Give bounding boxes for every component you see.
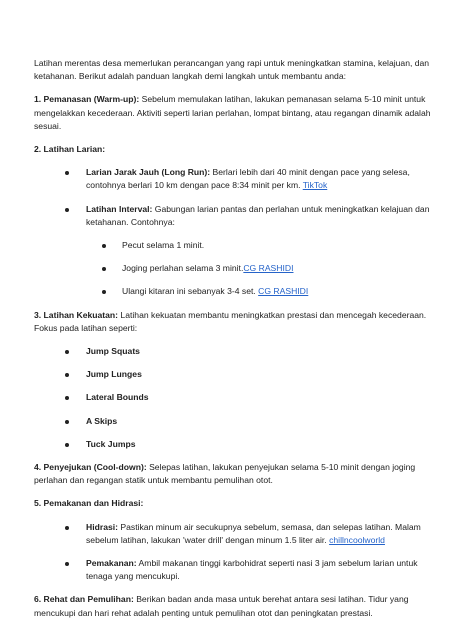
list-item: Jump Lunges: [34, 368, 434, 381]
section-latihan-larian-title: 2. Latihan Larian:: [34, 144, 106, 155]
section-strength: [34, 309, 434, 335]
section-text: Latihan kekuatan membantu meningkatkan prestasi dan mencegah kecederaan. Fokus pada latihan seperti:: [34, 309, 427, 333]
cg-rashidi-link[interactable]: CG RASHIDI: [243, 263, 294, 274]
section-nutrition-title: 5. Pemakanan dan Hidrasi:: [34, 498, 144, 509]
sub-item-text: Ulangi kitaran ini sebanyak 3-4 set.: [122, 286, 259, 297]
section-text: Berikan badan anda masa untuk berehat antara sesi latihan. Tidur yang mencukupi dan hari rehat adalah penting untuk pemulihan otot dan peningkatan prestasi.: [34, 594, 409, 618]
sub-list-item: [34, 239, 434, 252]
item-text: Ambil makanan tinggi karbohidrat seperti nasi 3 jam sebelum larian untuk tenaga yang mencukupi.: [86, 558, 418, 582]
item-title: Hidrasi:: [86, 521, 118, 532]
list-item-pemakanan: [34, 557, 434, 583]
section-text: Selepas latihan, lakukan penyejukan selama 5-10 minit dengan joging perlahan dan regangan statik untuk membantu pemulihan otot.: [34, 462, 416, 486]
section-rest: [34, 593, 434, 619]
item-title: Latihan Interval:: [86, 203, 153, 214]
tiktok-link[interactable]: TikTok: [302, 180, 328, 191]
sub-list-item: [34, 285, 434, 298]
strength-list: [34, 345, 434, 451]
section-title: 1. Pemanasan (Warm-up):: [34, 94, 140, 105]
section-title: 4. Penyejukan (Cool-down):: [34, 462, 147, 473]
item-text: Gabungan larian pantas dan perlahan untuk meningkatkan kelajuan dan ketahanan. Contohnya:: [86, 203, 430, 227]
sub-list-item: [34, 262, 434, 275]
section-title: 6. Rehat dan Pemulihan:: [34, 594, 134, 605]
chillncoolworld-link[interactable]: chillncoolworld: [329, 534, 385, 545]
section-text: Sebelum memulakan latihan, lakukan pemanasan selama 5-10 minit untuk mengelakkan kecederaan. Aktiviti seperti larian perlahan, lompat bintang, atau regangan dinamik adalah sesuai.: [34, 94, 431, 131]
section-cool-down: [34, 461, 434, 487]
list-item-long-run: [34, 166, 434, 192]
section-title: 3. Latihan Kekuatan:: [34, 309, 119, 320]
list-item-interval: [34, 203, 434, 229]
list-item: A Skips: [34, 415, 434, 428]
nutrition-list: [34, 521, 434, 584]
cg-rashidi-link[interactable]: CG RASHIDI: [258, 286, 309, 297]
latihan-larian-list: [34, 166, 434, 298]
sub-item-text: Joging perlahan selama 3 minit.: [122, 263, 244, 274]
item-text: Pastikan minum air secukupnya sebelum, semasa, dan selepas latihan. Malam sebelum latihan, lakukan 'water drill' dengan minum 1.5 liter air.: [86, 521, 421, 545]
intro-paragraph: Latihan merentas desa memerlukan perancangan yang rapi untuk meningkatkan stamina, kelajuan, dan ketahanan. Berikut adalah panduan langkah demi langkah untuk membantu anda:: [34, 58, 430, 82]
list-item: Lateral Bounds: [34, 391, 434, 404]
item-title: Larian Jarak Jauh (Long Run):: [86, 167, 211, 178]
item-text: Berlari lebih dari 40 minit dengan pace yang selesa, contohnya berlari 10 km dengan pace 8:34 minit per km.: [86, 167, 410, 191]
list-item: Tuck Jumps: [34, 438, 434, 451]
section-warm-up: [34, 93, 434, 133]
list-item-hidrasi: [34, 521, 434, 547]
sub-item-text: Pecut selama 1 minit.: [122, 240, 205, 251]
item-title: Pemakanan:: [86, 558, 137, 569]
list-item: Jump Squats: [34, 345, 434, 358]
